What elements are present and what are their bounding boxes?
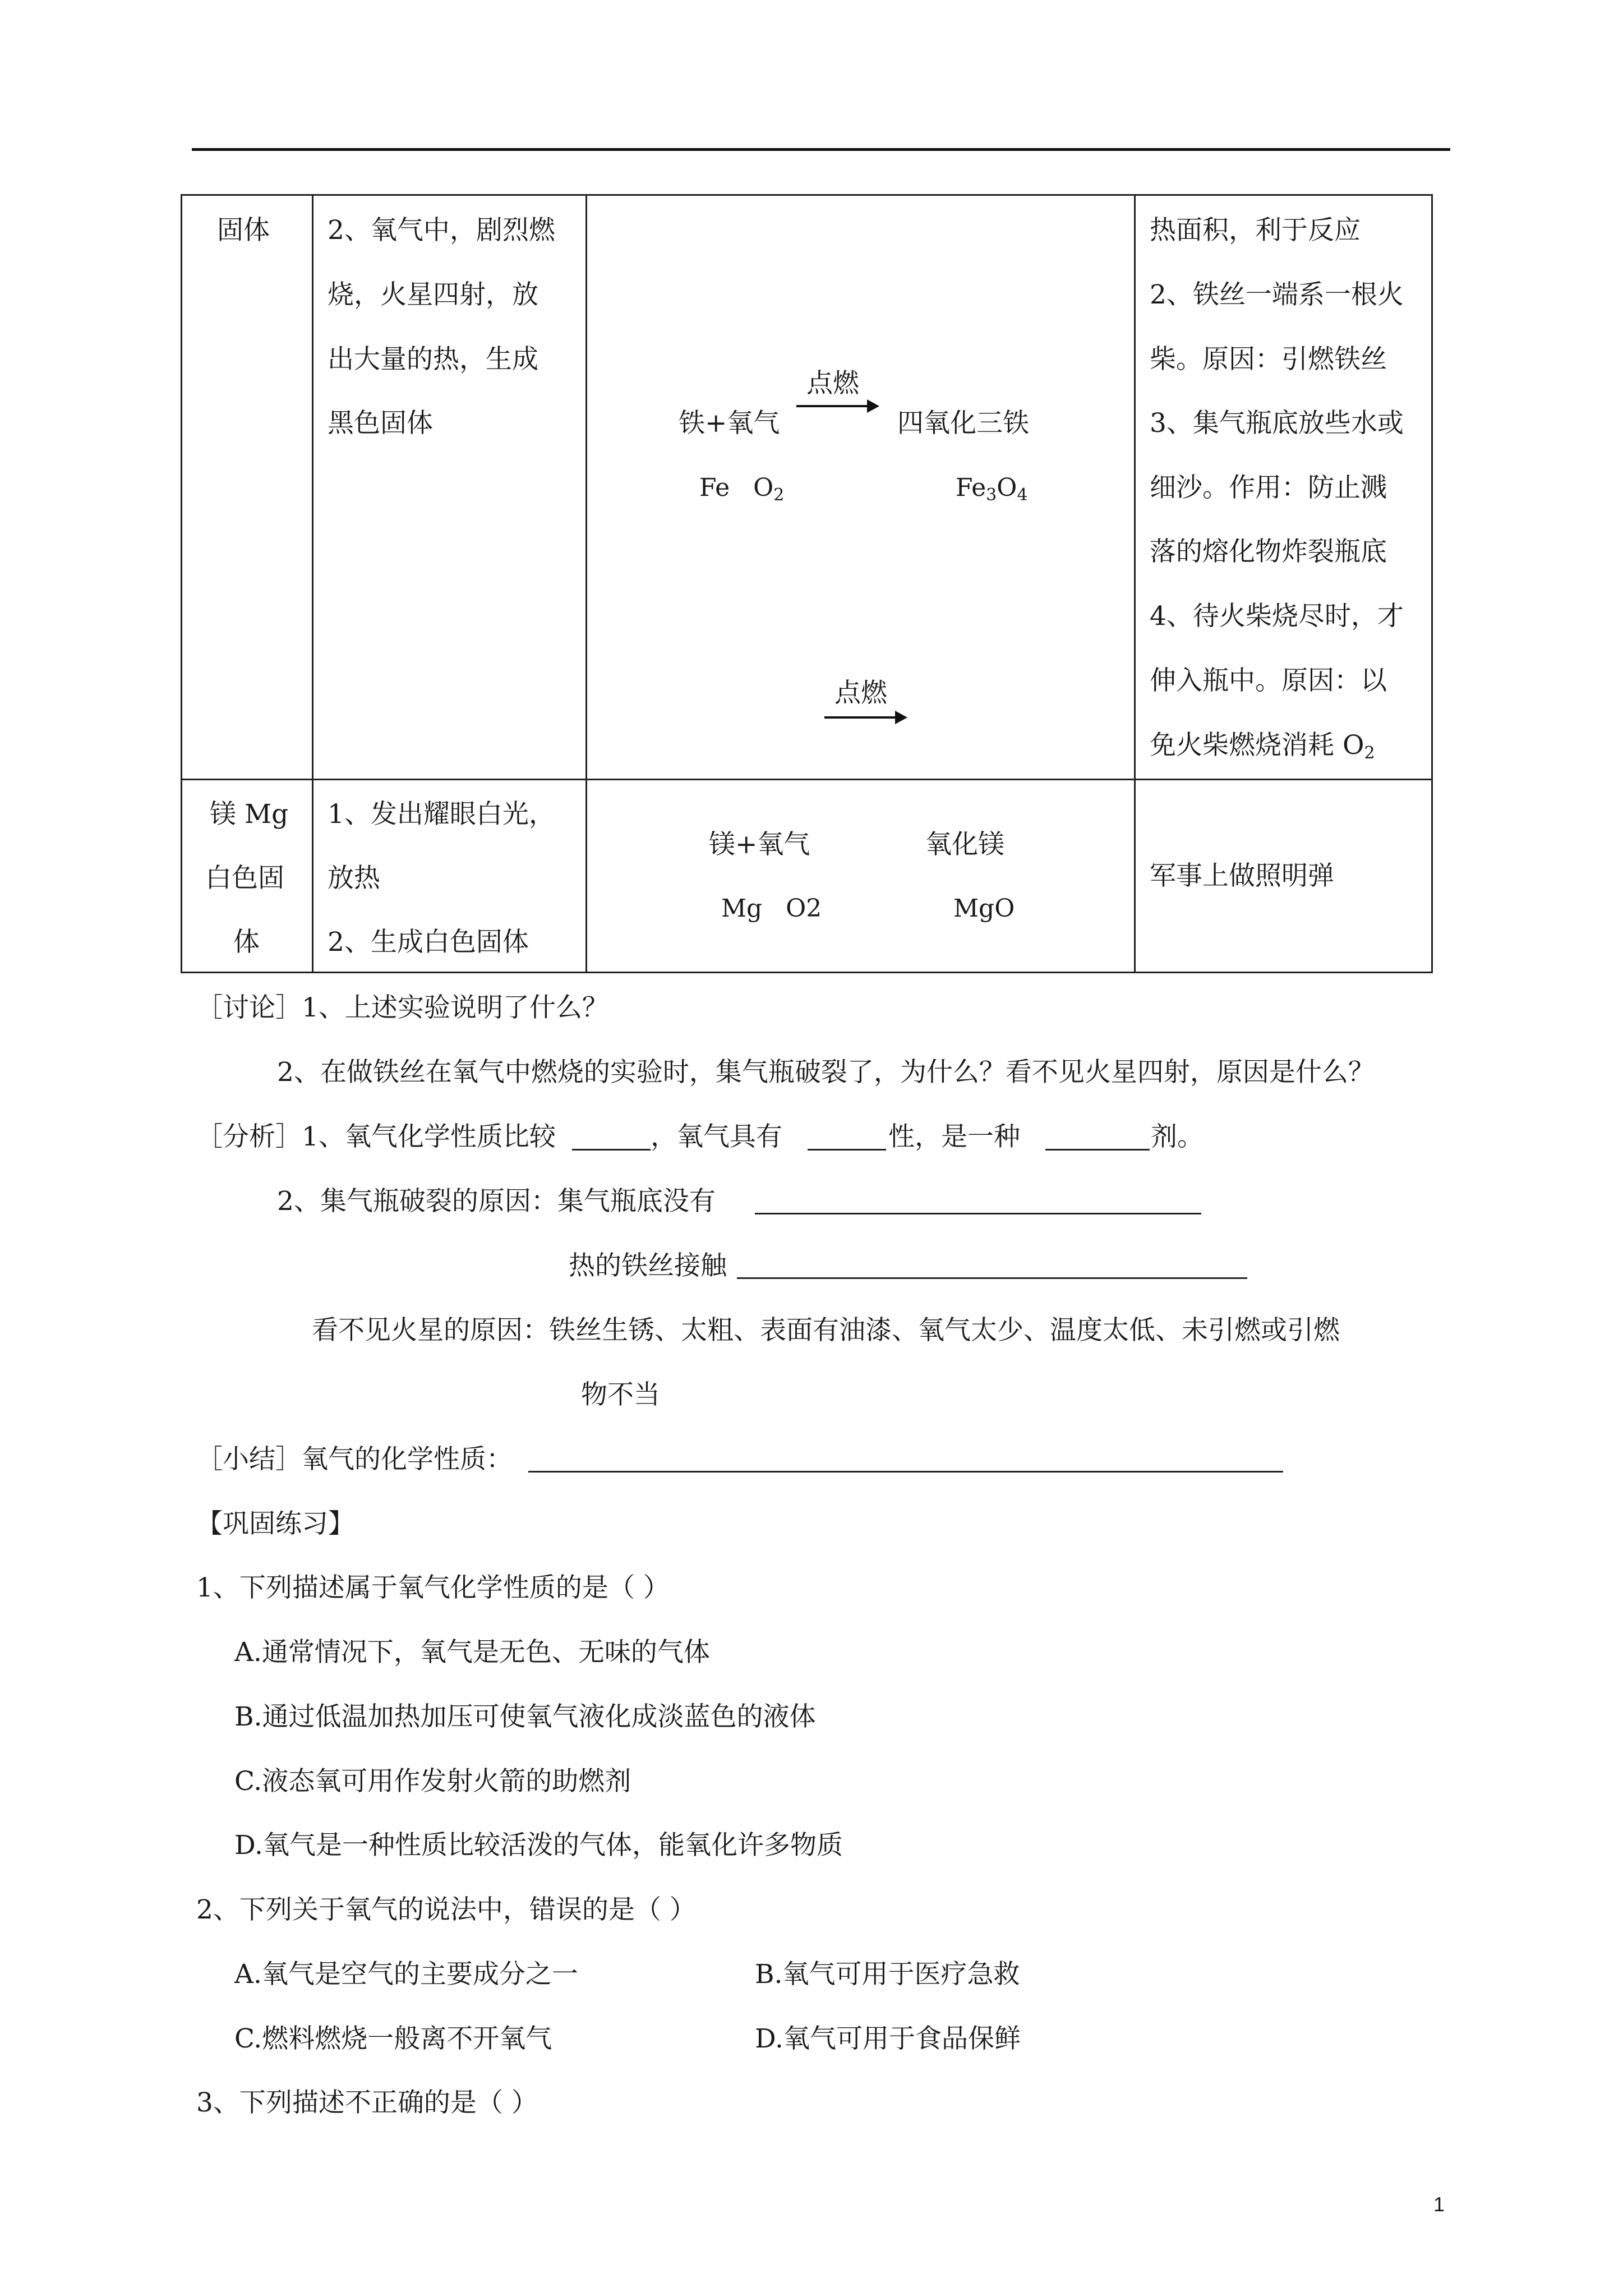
cell-note-line: 3、集气瓶底放些水或 [1150, 408, 1404, 439]
question-option: B.通过低温加热加压可使氧气液化成淡蓝色的液体 [234, 1701, 816, 1732]
question-option: B.氧气可用于医疗急救 [755, 1959, 1020, 1990]
question-option: D.氧气可用于食品保鲜 [755, 2023, 1021, 2054]
fill-blank [1045, 1149, 1150, 1151]
reaction-reactants: 镁+氧气 [709, 829, 810, 860]
exercise-title: 【巩固练习】 [196, 1508, 354, 1539]
cell-note-line: 2、铁丝一端系一根火 [1150, 279, 1404, 310]
cell-note-line: 伸入瓶中。原因：以 [1150, 665, 1387, 696]
question-option: A.氧气是空气的主要成分之一 [234, 1959, 578, 1990]
fill-blank [737, 1277, 1247, 1279]
cell-phenomenon-line: 黑色固体 [328, 408, 433, 439]
cell-note-line: 免火柴燃烧消耗 $O_2$ [1150, 730, 1375, 763]
question-option: A.通常情况下，氧气是无色、无味的气体 [234, 1637, 710, 1668]
reaction-arrow [796, 405, 877, 407]
formula-reactants: Fe $O_2$ [699, 473, 785, 505]
cell-note-line: 4、待火柴烧尽时，才 [1150, 601, 1404, 632]
cell-substance: 镁 Mg [210, 799, 289, 830]
fill-blank [808, 1149, 886, 1151]
cell-phenomenon-line: 出大量的热，生成 [328, 344, 538, 375]
question-stem: 3、下列描述不正确的是（ ） [196, 2087, 538, 2118]
reaction-condition: 点燃 [806, 368, 859, 399]
cell-note-line: 热面积，利于反应 [1150, 215, 1361, 246]
summary-label: ［小结］氧气的化学性质： [196, 1444, 513, 1475]
question-option: C.液态氧可用作发射火箭的助燃剂 [234, 1766, 631, 1797]
formula-reactants: Mg O2 [721, 894, 822, 923]
analysis-p1-end: 剂。 [1151, 1121, 1204, 1152]
analysis-p5: 物不当 [581, 1379, 660, 1410]
analysis-p4: 看不见火星的原因：铁丝生锈、太粗、表面有油漆、氧气太少、温度太低、未引燃或引燃 [312, 1315, 1340, 1346]
cell-note: 军事上做照明弹 [1150, 861, 1334, 891]
header-rule [192, 148, 1450, 151]
reaction-product: 氧化镁 [925, 829, 1004, 860]
question-option: C.燃料燃烧一般离不开氧气 [234, 2023, 552, 2054]
discussion-q2: 2、在做铁丝在氧气中燃烧的实验时，集气瓶破裂了，为什么？看不见火星四射，原因是什么？ [277, 1057, 1375, 1088]
formula-product: MgO [953, 894, 1015, 923]
reaction-reactants: 铁+氧气 [679, 408, 780, 439]
question-stem: 2、下列关于氧气的说法中，错误的是（ ） [196, 1894, 696, 1925]
cell-substance: 体 [233, 927, 260, 958]
discussion-q1: ［讨论］1、上述实验说明了什么？ [196, 992, 608, 1023]
cell-phenomenon-line: 放热 [328, 863, 380, 894]
analysis-p1-start: ［分析］1、氧气化学性质比较 [196, 1121, 556, 1152]
question-option: D.氧气是一种性质比较活泼的气体，能氧化许多物质 [234, 1830, 843, 1861]
fill-blank [528, 1471, 1283, 1473]
reaction-condition: 点燃 [834, 678, 887, 708]
analysis-p2: 2、集气瓶破裂的原因：集气瓶底没有 [277, 1186, 716, 1217]
formula-product: $Fe_3O_4$ [956, 473, 1028, 505]
cell-note-line: 落的熔化物炸裂瓶底 [1150, 536, 1387, 567]
cell-phenomenon-line: 1、发出耀眼白光， [328, 799, 555, 830]
cell-substance-state: 固体 [217, 215, 270, 246]
cell-note-line: 细沙。作用：防止溅 [1150, 472, 1387, 503]
question-stem: 1、下列描述属于氧气化学性质的是（ ） [196, 1572, 670, 1603]
cell-phenomenon-line: 2、生成白色固体 [328, 927, 529, 958]
analysis-p3: 热的铁丝接触 [569, 1250, 727, 1281]
cell-substance: 白色固 [205, 863, 284, 894]
fill-blank [572, 1149, 651, 1151]
page-number: 1 [1433, 2193, 1445, 2216]
cell-phenomenon-line: 烧，火星四射，放 [328, 279, 538, 310]
analysis-p1-mid2: 性，是一种 [888, 1121, 1020, 1152]
reaction-arrow [824, 716, 905, 719]
cell-phenomenon-line: 2、氧气中，剧烈燃 [328, 215, 555, 246]
reaction-product: 四氧化三铁 [897, 408, 1029, 439]
analysis-p1-mid: ，氧气具有 [651, 1121, 782, 1152]
fill-blank [755, 1213, 1201, 1214]
cell-note-line: 柴。原因：引燃铁丝 [1150, 344, 1387, 375]
